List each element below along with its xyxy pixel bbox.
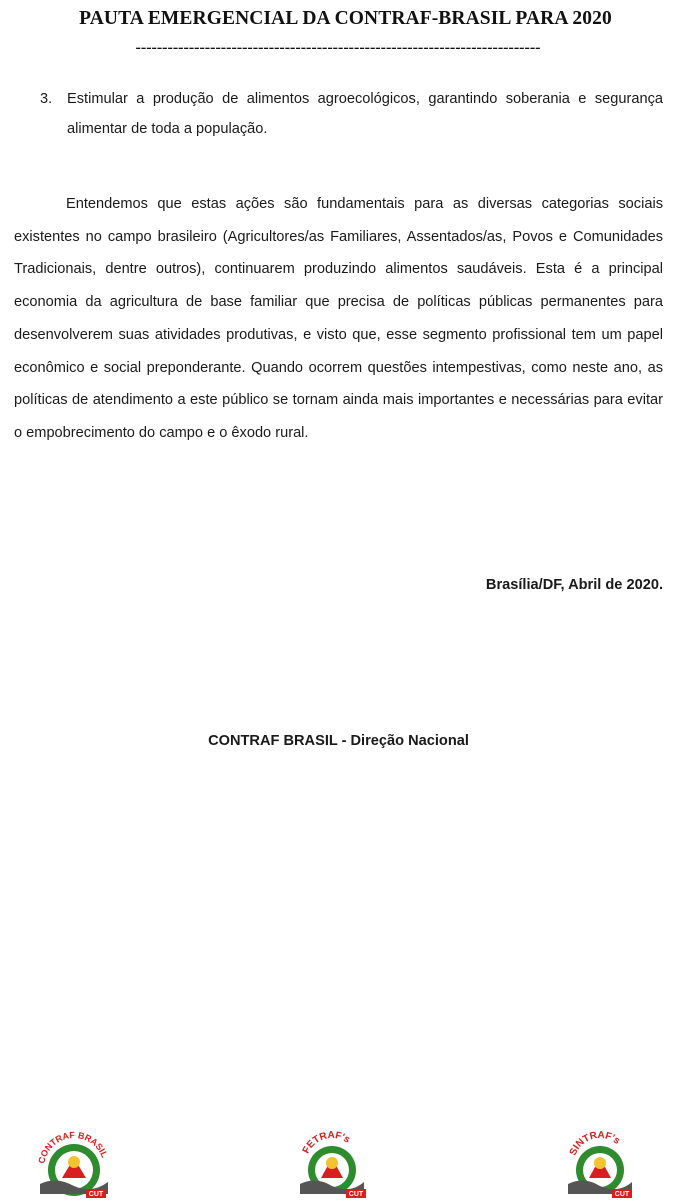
title-divider: ---------------------------------------------------------------------------- xyxy=(135,39,541,56)
signature: CONTRAF BRASIL - Direção Nacional xyxy=(208,733,469,749)
svg-text:CONTRAF BRASIL: CONTRAF BRASIL xyxy=(36,1129,110,1165)
svg-text:CUT: CUT xyxy=(348,1191,364,1198)
svg-text:FETRAF's: FETRAF's xyxy=(300,1129,352,1156)
svg-text:CUT: CUT xyxy=(614,1191,630,1198)
body-paragraph: Entendemos que estas ações são fundamentais para as diversas categorias sociais existentes no campo brasileiro (Agricultores/as Familiares, Assentados/as, Povos e Comunidades Tradicionais, dentre outros), continuarem produzindo alimentos saudáveis. Esta é a principal economia da agricultura de base familiar que precisa de políticas públicas permanentes para desenvolverem suas atividades produtivas, e visto que, esse segmento profissional tem um papel econômico e social preponderante. Quando ocorrem questões intempestivas, como neste ano, as políticas de atendimento a este público se tornam ainda mais importantes e necessárias para evitar o empobrecimento do campo e o êxodo rural. xyxy=(14,196,663,441)
fetrafs-logo xyxy=(292,1128,372,1200)
svg-text:CUT: CUT xyxy=(88,1191,104,1198)
list-item-text: Estimular a produção de alimentos agroecológicos, garantindo soberania e segurança alimentar de toda a população. xyxy=(67,91,663,137)
document-title: PAUTA EMERGENCIAL DA CONTRAF-BRASIL PARA 2020 xyxy=(79,8,612,29)
sintrafs-logo xyxy=(560,1128,640,1200)
contraf-brasil-logo xyxy=(34,1128,114,1200)
list-item-number: 3. xyxy=(40,91,53,107)
svg-text:SINTRAF's: SINTRAF's xyxy=(567,1129,622,1158)
date-line: Brasília/DF, Abril de 2020. xyxy=(485,577,663,593)
